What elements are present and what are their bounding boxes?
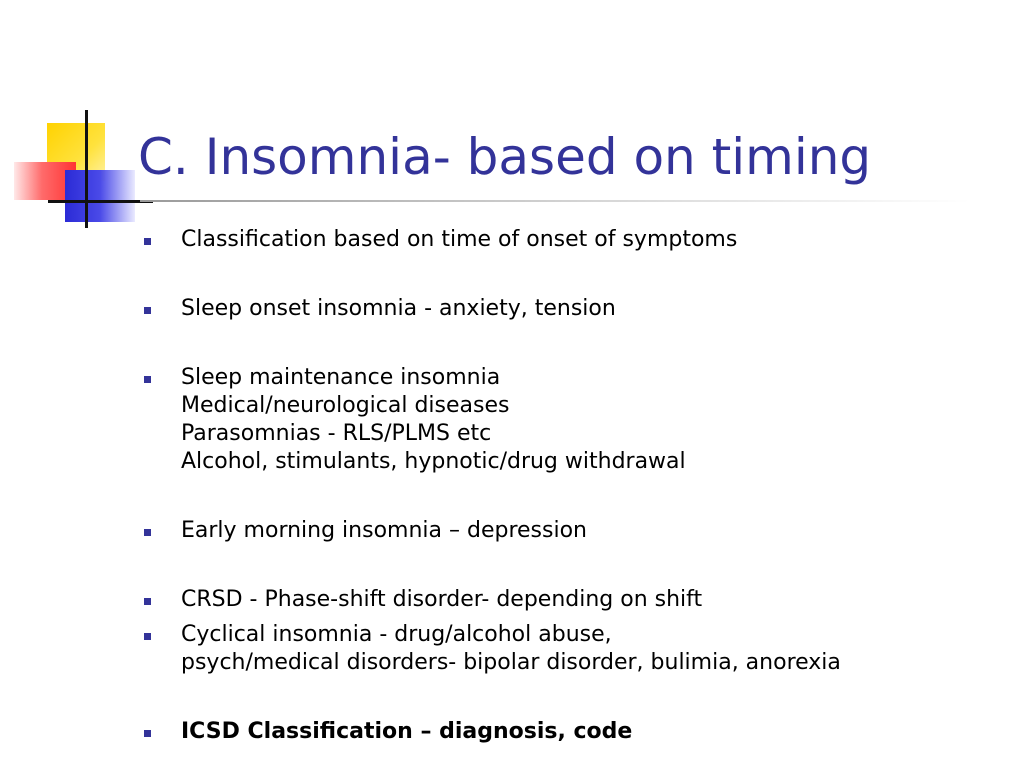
bullet-text: CRSD - Phase-shift disorder- depending on shift [181, 587, 703, 612]
square-bullet-icon [144, 529, 151, 536]
bullet-item [143, 295, 1003, 323]
bullet-text: Sleep maintenance insomnia [181, 365, 501, 390]
bullet-text: Classification based on time of onset of symptoms [181, 227, 738, 252]
bullet-text: Early morning insomnia – depression [181, 518, 587, 543]
square-bullet-icon [144, 598, 151, 605]
square-bullet-icon [144, 633, 151, 640]
bullet-item [143, 621, 1003, 677]
bullet-item [143, 364, 1003, 476]
bullet-item [143, 718, 1003, 746]
bullet-subline: Alcohol, stimulants, hypnotic/drug withdrawal [181, 449, 686, 474]
bullet-item [143, 226, 1003, 254]
slide-title: C. Insomnia- based on timing [138, 128, 872, 186]
bullet-text: ICSD Classification – diagnosis, code [181, 719, 633, 744]
bullet-text: Sleep onset insomnia - anxiety, tension [181, 296, 616, 321]
square-bullet-icon [144, 238, 151, 245]
bullet-item [143, 517, 1003, 545]
bullet-subline: Medical/neurological diseases [181, 393, 510, 418]
title-divider [140, 200, 970, 202]
blue-square-icon [65, 170, 135, 222]
decorative-squares-logo [0, 0, 150, 240]
square-bullet-icon [144, 730, 151, 737]
bullet-subline: Parasomnias - RLS/PLMS etc [181, 421, 492, 446]
square-bullet-icon [144, 307, 151, 314]
bullet-text: Cyclical insomnia - drug/alcohol abuse, [181, 622, 612, 647]
bullet-subline: psych/medical disorders- bipolar disorder, bulimia, anorexia [181, 650, 841, 675]
horizontal-line [48, 200, 153, 203]
bullet-list [143, 226, 1003, 746]
square-bullet-icon [144, 376, 151, 383]
bullet-item [143, 586, 1003, 614]
vertical-line [85, 110, 88, 228]
